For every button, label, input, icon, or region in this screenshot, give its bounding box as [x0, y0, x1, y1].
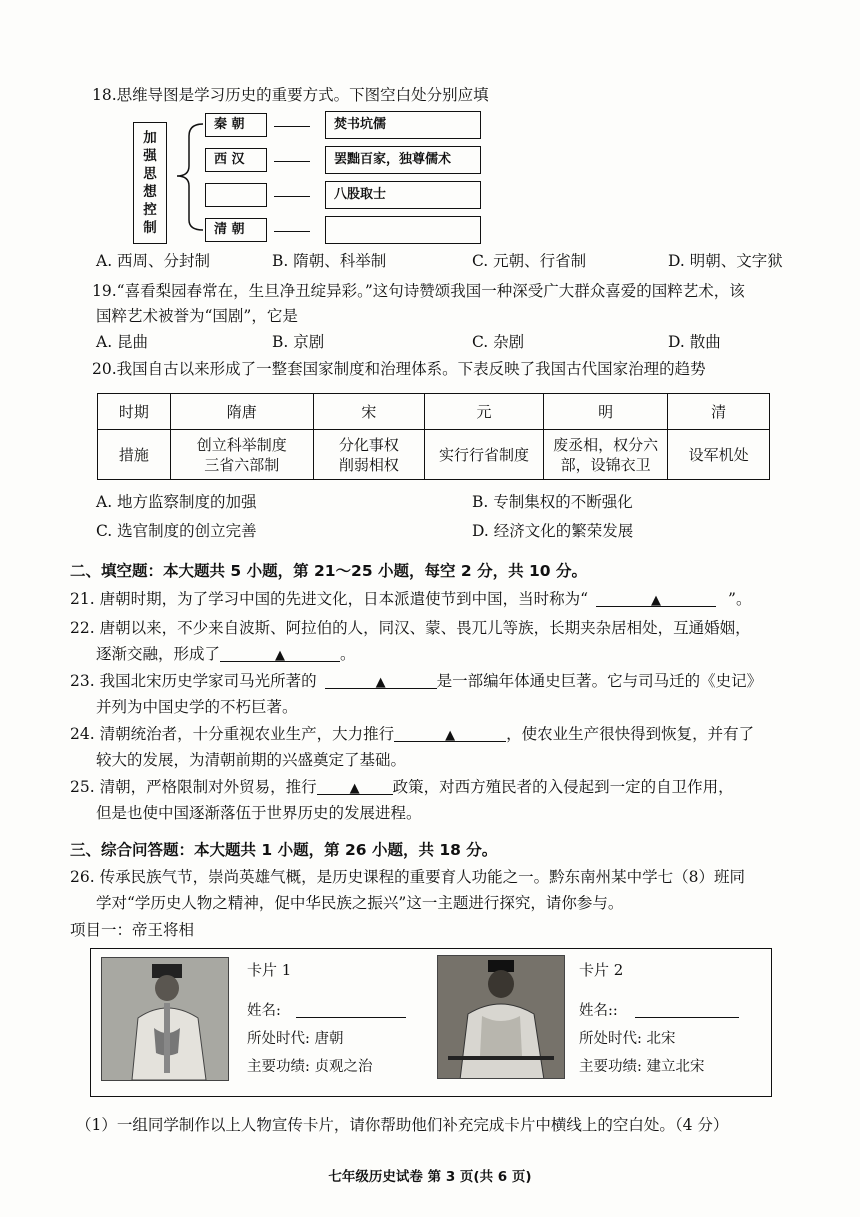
card1-era — [247, 1027, 344, 1048]
q25-text-cont: 政策，对西方殖民者的入侵起到一定的自卫作用， — [392, 778, 734, 796]
cell-line: 创立科举制度 — [196, 435, 287, 454]
portrait-image-tang — [101, 957, 229, 1081]
project-title: 项目一：帝王将相 — [70, 921, 195, 939]
mindmap-dynasty-blank — [205, 183, 267, 207]
q22-line2 — [96, 643, 356, 665]
q23-text-cont: 是一部编年体通史巨著。它与司马迁的《史记》 — [436, 672, 763, 690]
q23-text: 23. 我国北宋历史学家司马光所著的 — [70, 672, 317, 690]
mindmap-policy-blank — [325, 216, 481, 244]
q19-stem-line1: 19.“喜看梨园春常在，生旦净丑绽异彩。”这句诗赞颂我国一种深受广大群众喜爱的国粹艺术，该 — [92, 282, 745, 300]
page-footer: 七年级历史试卷 第 3 页(共 6 页) — [328, 1169, 532, 1185]
blank-marker-icon: ▲ — [349, 781, 360, 796]
q21-text: 21. 唐朝时期，为了学习中国的先进文化，日本派遣使节到中国，当时称为“ — [70, 590, 589, 608]
q20-option-c[interactable]: C. 选官制度的创立完善 — [96, 522, 257, 540]
table-cell — [543, 430, 667, 480]
q19-option-b[interactable]: B. 京剧 — [272, 333, 325, 351]
card1-merit — [247, 1055, 373, 1076]
card1-merit-label: 主要功绩: — [247, 1059, 310, 1075]
q24-text: 24. 清朝统治者，十分重视农业生产，大力推行 — [70, 725, 395, 743]
blank-marker-icon: ▲ — [651, 593, 662, 608]
q24-line2: 较大的发展，为清朝前期的兴盛奠定了基础。 — [96, 751, 407, 769]
card2-merit-label: 主要功绩: — [579, 1059, 642, 1075]
section-3-title: 三、综合问答题：本大题共 1 小题，第 26 小题，共 18 分。 — [70, 841, 498, 859]
mindmap-brace — [165, 112, 209, 242]
mindmap-connector — [274, 196, 310, 197]
mindmap-policy-2: 罢黜百家，独尊儒术 — [325, 146, 481, 174]
q19-option-c[interactable]: C. 杂剧 — [472, 333, 525, 351]
card1-title: 卡片 1 — [247, 961, 292, 979]
q24-text-cont: ，使农业生产很快得到恢复，并有了 — [506, 725, 755, 743]
card2-name-label: 姓名:: — [579, 1003, 618, 1019]
portrait-emperor-icon — [438, 956, 564, 1079]
table-cell — [170, 430, 313, 480]
cell-line: 部，设锦衣卫 — [560, 455, 651, 474]
q22-text: 逐渐交融，形成了 — [96, 645, 221, 663]
cell-line: 削弱相权 — [338, 455, 399, 474]
q20-option-a[interactable]: A. 地方监察制度的加强 — [96, 493, 257, 511]
q25-line1 — [70, 776, 734, 798]
q19-stem-line2: 国粹艺术被誉为“国剧”，它是 — [96, 307, 298, 325]
card1-name-label: 姓名: — [247, 1003, 281, 1019]
q26-sub1: （1）一组同学制作以上人物宣传卡片，请你帮助他们补充完成卡片中横线上的空白处。（4 分） — [76, 1116, 729, 1134]
table-header-cell: 宋 — [313, 394, 424, 430]
governance-table — [97, 393, 770, 480]
mindmap-connector — [274, 231, 310, 232]
q25-text: 25. 清朝，严格限制对外贸易，推行 — [70, 778, 317, 796]
mindmap-dynasty-1: 秦 朝 — [205, 113, 267, 137]
cell-line: 废丞相，权分六 — [553, 435, 659, 454]
q24-line1 — [70, 723, 754, 745]
q24-answer-blank[interactable] — [394, 723, 506, 742]
table-header-row — [98, 394, 770, 430]
mindmap-policy-1: 焚书坑儒 — [325, 111, 481, 139]
q20-option-d[interactable]: D. 经济文化的繁荣发展 — [472, 522, 634, 540]
table-cell: 实行行省制度 — [425, 430, 544, 480]
table-header-cell: 时期 — [98, 394, 171, 430]
q19-option-d[interactable]: D. 散曲 — [668, 333, 721, 351]
q18-option-b[interactable]: B. 隋朝、科举制 — [272, 252, 387, 270]
card1-era-label: 所处时代: — [247, 1031, 310, 1047]
blank-marker-icon: ▲ — [445, 728, 456, 743]
card1-merit-value: 贞观之治 — [314, 1059, 373, 1075]
q23-line2: 并列为中国史学的不朽巨著。 — [96, 698, 298, 716]
card2-era-label: 所处时代: — [579, 1031, 642, 1047]
q23-answer-blank[interactable] — [325, 670, 437, 689]
q23-line1 — [70, 670, 762, 692]
root-char: 思 — [143, 166, 157, 182]
q20-option-b[interactable]: B. 专制集权的不断强化 — [472, 493, 633, 511]
root-char: 控 — [143, 202, 157, 218]
q26-line2: 学对“学历史人物之精神，促中华民族之振兴”这一主题进行探究，请你参与。 — [96, 894, 624, 912]
card2-name-blank[interactable] — [635, 1016, 739, 1018]
q22-text-end: 。 — [340, 645, 356, 663]
table-row-label: 措施 — [98, 430, 171, 480]
root-char: 想 — [143, 184, 157, 200]
cell-line: 分化事权 — [338, 435, 399, 454]
mindmap-connector — [274, 161, 310, 162]
mindmap-dynasty-4: 清 朝 — [205, 218, 267, 242]
root-char: 强 — [143, 148, 157, 164]
q18-stem: 18.思维导图是学习历史的重要方式。下图空白处分别应填 — [92, 86, 489, 104]
mindmap-policy-3: 八股取士 — [325, 181, 481, 209]
table-header-cell: 清 — [668, 394, 770, 430]
card1-name-blank[interactable] — [296, 1016, 406, 1018]
table-header-cell: 隋唐 — [170, 394, 313, 430]
card2-merit — [579, 1055, 705, 1076]
table-row — [98, 430, 770, 480]
q18-option-a[interactable]: A. 西周、分封制 — [96, 252, 211, 270]
card1-era-value: 唐朝 — [314, 1031, 344, 1047]
root-char: 制 — [143, 220, 157, 236]
q21-text-end: ”。 — [728, 590, 752, 608]
q20-stem: 20.我国自古以来形成了一整套国家制度和治理体系。下表反映了我国古代国家治理的趋势 — [92, 360, 706, 378]
blank-marker-icon: ▲ — [275, 648, 286, 663]
figure-cards — [90, 948, 772, 1097]
mindmap-dynasty-2: 西 汉 — [205, 148, 267, 172]
q22-answer-blank[interactable] — [220, 643, 340, 662]
q25-line2: 但是也使中国逐渐落伍于世界历史的发展进程。 — [96, 804, 422, 822]
portrait-emperor-icon — [102, 958, 228, 1080]
q21 — [70, 588, 751, 610]
q18-option-d[interactable]: D. 明朝、文字狱 — [668, 252, 783, 270]
table-cell — [313, 430, 424, 480]
q19-option-a[interactable]: A. 昆曲 — [96, 333, 149, 351]
mindmap-root-label — [134, 129, 166, 237]
card2-era-value: 北宋 — [646, 1031, 676, 1047]
q25-answer-blank[interactable] — [317, 776, 393, 795]
q21-answer-blank[interactable] — [596, 588, 716, 607]
mindmap-connector — [274, 126, 310, 127]
table-header-cell: 明 — [543, 394, 667, 430]
section-2-title: 二、填空题：本大题共 5 小题，第 21～25 小题，每空 2 分，共 10 分。 — [70, 562, 587, 580]
blank-marker-icon: ▲ — [375, 675, 386, 690]
cell-line: 三省六部制 — [204, 455, 280, 474]
portrait-image-song — [437, 955, 565, 1079]
q26-line1: 26. 传承民族气节，崇尚英雄气概，是历史课程的重要育人功能之一。黔东南州某中学七（8）班同 — [70, 868, 745, 886]
card2-era — [579, 1027, 676, 1048]
root-char: 加 — [143, 130, 157, 146]
card2-merit-value: 建立北宋 — [646, 1059, 705, 1075]
q22-line1: 22. 唐朝以来，不少来自波斯、阿拉伯的人，同汉、蒙、畏兀儿等族，长期夹杂居相处，互通婚姻， — [70, 619, 751, 637]
q18-option-c[interactable]: C. 元朝、行省制 — [472, 252, 587, 270]
table-cell: 设军机处 — [668, 430, 770, 480]
mindmap-root — [133, 122, 167, 244]
card2-title: 卡片 2 — [579, 961, 624, 979]
table-header-cell: 元 — [425, 394, 544, 430]
